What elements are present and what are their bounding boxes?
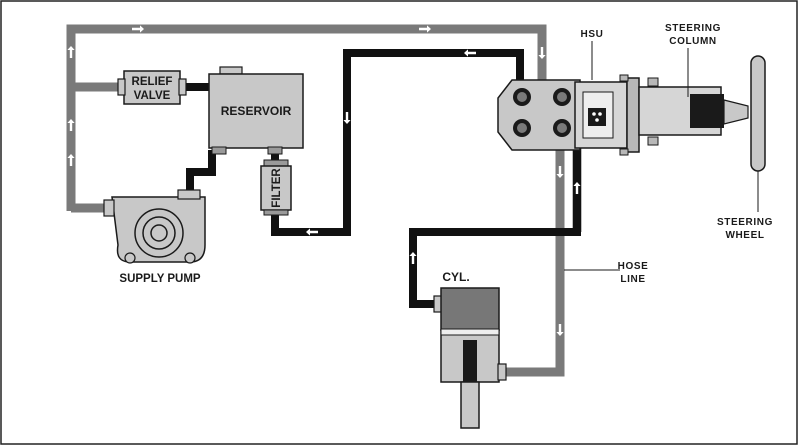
hsu-label: HSU <box>580 29 604 40</box>
filter-label: FILTER <box>271 168 283 208</box>
hose-line-label-1: HOSE <box>617 261 649 272</box>
filter <box>261 160 291 215</box>
relief-valve-label-1: RELIEF <box>131 76 173 88</box>
reservoir <box>209 67 303 154</box>
filter-to-hsu-line <box>275 53 520 232</box>
cylinder <box>434 270 506 428</box>
steering-wheel-label-2: WHEEL <box>725 230 765 241</box>
hose-line-label-2: LINE <box>620 274 646 285</box>
hose-line-cylinder-return <box>500 130 560 372</box>
hose-line-callout <box>564 261 648 285</box>
supply-pump <box>104 190 205 285</box>
steering-column-label-2: COLUMN <box>669 36 717 47</box>
relief-valve-label-2: VALVE <box>133 90 171 102</box>
relief-valve <box>118 71 186 104</box>
steering-wheel-label-1: STEERING <box>717 217 773 228</box>
cylinder-label: CYL. <box>442 270 470 284</box>
supply-pump-label: SUPPLY PUMP <box>119 273 201 285</box>
steering-wheel <box>717 56 773 241</box>
hsu <box>498 29 658 155</box>
reservoir-label: RESERVOIR <box>220 104 292 118</box>
steering-column-label-1: STEERING <box>665 23 721 34</box>
